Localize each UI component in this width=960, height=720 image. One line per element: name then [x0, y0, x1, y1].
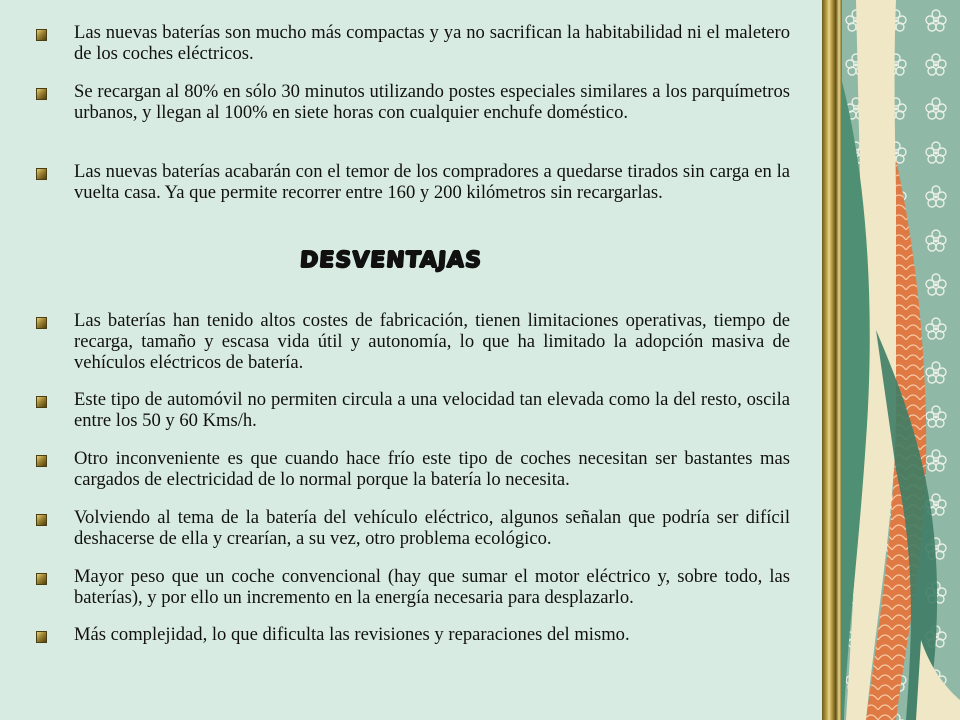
bullet-text: Las baterías han tenido altos costes de fabricación, tienen limitaciones operativas, tiempo de recarga, tamaño y escasa vida útil y autonomía, lo que ha limitado la adopción masiva de vehículos eléctricos de batería. — [74, 310, 790, 373]
bullet-icon — [36, 317, 47, 329]
decorative-floral-panel — [836, 0, 960, 720]
bullet-text: Otro inconveniente es que cuando hace frío este tipo de coches necesitan ser bastantes mas cargados de electricidad de lo normal porque la batería lo necesita. — [74, 448, 790, 490]
bullet-icon — [36, 88, 47, 100]
bullet-icon — [36, 168, 47, 180]
bullet-text: Las nuevas baterías son mucho más compactas y ya no sacrifican la habitabilidad ni el maletero de los coches eléctricos. — [74, 22, 790, 64]
bullet-text: Las nuevas baterías acabarán con el temor de los compradores a quedarse tirados sin carga en la vuelta casa. Ya que permite recorrer entre 160 y 200 kilómetros sin recargarlas. — [74, 161, 790, 203]
bullet-icon — [36, 514, 47, 526]
bullet-icon — [36, 573, 47, 585]
bullet-icon — [36, 396, 47, 408]
bullet-icon — [36, 29, 47, 41]
bullet-text: Mayor peso que un coche convencional (hay que sumar el motor eléctrico y, sobre todo, las baterías), y por ello un incremento en la energía necesaria para desplazarlo. — [74, 566, 790, 608]
bullet-text: Este tipo de automóvil no permiten circula a una velocidad tan elevada como la del resto, oscila entre los 50 y 60 Kms/h. — [74, 389, 790, 431]
bullet-icon — [36, 455, 47, 467]
bullet-text: Se recargan al 80% en sólo 30 minutos utilizando postes especiales similares a los parquímetros urbanos, y llegan al 100% en siete horas con cualquier enchufe doméstico. — [74, 81, 790, 123]
gold-border — [822, 0, 836, 720]
bullet-text: Volviendo al tema de la batería del vehículo eléctrico, algunos señalan que podría ser difícil deshacerse de ella y crearían, a su vez, otro problema ecológico. — [74, 507, 790, 549]
section-heading: DESVENTAJAS — [299, 248, 483, 273]
bullet-text: Más complejidad, lo que dificulta las revisiones y reparaciones del mismo. — [74, 624, 630, 645]
bullet-icon — [36, 631, 47, 643]
